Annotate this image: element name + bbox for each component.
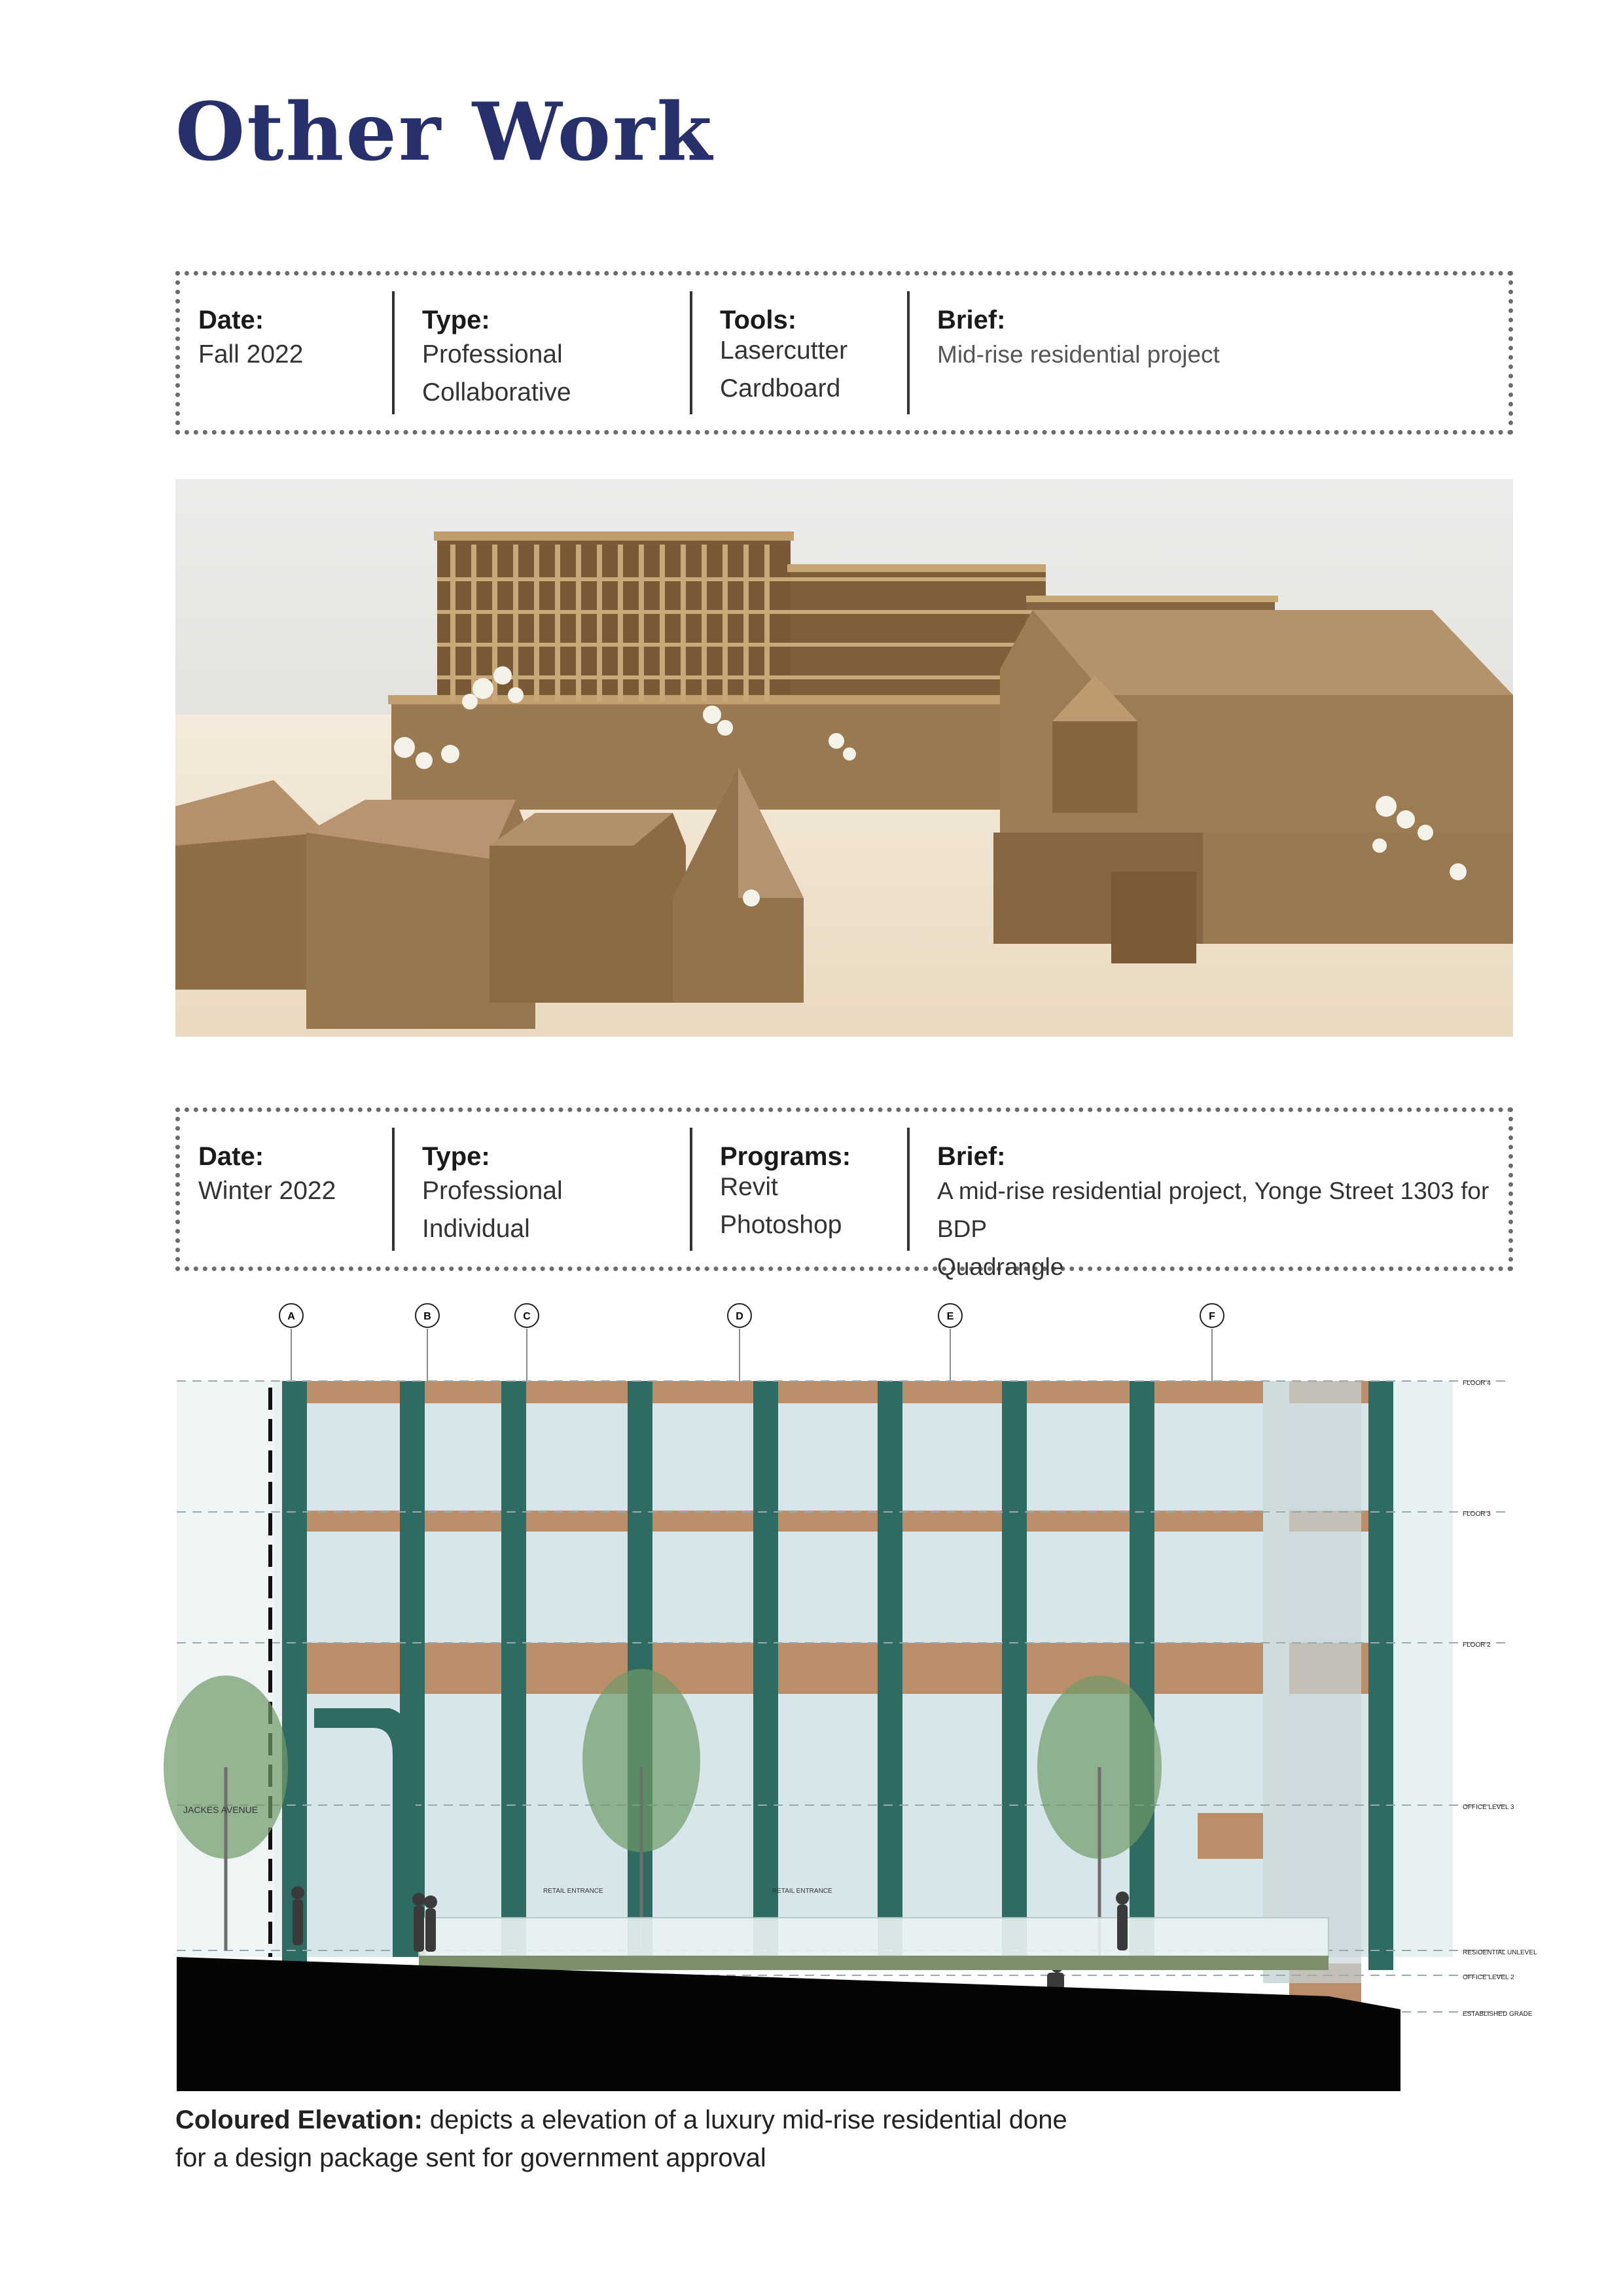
brief-column (937, 1128, 1513, 1280)
type-line-2: Collaborative (422, 378, 571, 406)
coloured-elevation-drawing (118, 1296, 1558, 2094)
date-value: Winter 2022 (198, 1177, 336, 1205)
caption-bold: Coloured Elevation: (175, 2106, 423, 2134)
project-info-box-1 (175, 271, 1513, 435)
level-tag: FLOOR 3 (1463, 1511, 1491, 1518)
facade-column (1130, 1381, 1154, 1957)
model-slab (437, 610, 1046, 614)
page-title: Other Work (175, 84, 714, 179)
level-tag: OFFICE LEVEL 2 (1463, 1974, 1514, 1981)
facade-column (753, 1381, 778, 1957)
brief-line-2: Quadrangle (937, 1253, 1064, 1280)
type-line-1: Professional (422, 1177, 563, 1205)
brief-label: Brief: (937, 306, 1006, 334)
grid-marker-label: F (1209, 1311, 1215, 1322)
programs-line-2: Photoshop (720, 1211, 842, 1239)
brief-text: Mid-rise residential project (937, 341, 1220, 368)
level-tag: FLOOR 2 (1463, 1641, 1491, 1649)
date-column (198, 1128, 395, 1251)
facade-column (1002, 1381, 1027, 1957)
tools-line-1: Lasercutter (720, 336, 848, 365)
tools-column (720, 291, 890, 414)
grid-marker-label: D (736, 1311, 743, 1322)
street-label: JACKES AVENUE (183, 1804, 259, 1815)
programs-column (720, 1128, 890, 1251)
retail-label-2: RETAIL ENTRANCE (772, 1888, 832, 1895)
type-line-1: Professional (422, 340, 563, 368)
caption-text: depicts a elevation of a luxury mid-rise residential done (422, 2106, 1067, 2134)
facade-column (1368, 1381, 1393, 1970)
level-tag: FLOOR 4 (1463, 1380, 1491, 1387)
tools-line-2: Cardboard (720, 374, 841, 403)
date-label: Date: (198, 306, 264, 334)
facade-column (878, 1381, 902, 1957)
model-slab (437, 675, 1046, 679)
facade-column (501, 1381, 526, 1957)
model-slab (437, 643, 1046, 647)
grid-marker-label: A (287, 1311, 295, 1322)
tools-label: Tools: (720, 306, 797, 334)
date-label: Date: (198, 1142, 264, 1171)
type-label: Type: (422, 1142, 490, 1171)
brief-line-1: A mid-rise residential project, Yonge Street 1303 for BDP (937, 1177, 1489, 1242)
brief-column (937, 291, 1513, 414)
type-line-2: Individual (422, 1215, 530, 1243)
type-label: Type: (422, 306, 490, 334)
grid-marker-label: B (423, 1311, 431, 1322)
programs-label: Programs: (720, 1142, 851, 1171)
type-column (422, 291, 671, 414)
level-tag: OFFICE LEVEL 3 (1463, 1804, 1514, 1811)
grid-marker-label: C (523, 1311, 531, 1322)
date-column (198, 291, 395, 414)
date-value: Fall 2022 (198, 340, 304, 368)
type-column (422, 1128, 671, 1251)
project-info-box-2 (175, 1107, 1513, 1280)
retail-label-1: RETAIL ENTRANCE (543, 1888, 603, 1895)
programs-line-1: Revit (720, 1173, 778, 1201)
elevation-caption (175, 2101, 1353, 2177)
brief-label: Brief: (937, 1142, 1006, 1171)
level-tag: ESTABLISHED GRADE (1463, 2011, 1533, 2018)
model-slab (437, 577, 1046, 581)
caption-text-2: for a design package sent for government approval (175, 2144, 766, 2172)
facade-column (282, 1381, 307, 1970)
cardboard-model-photo (175, 479, 1513, 1037)
level-tag: RESIDENTIAL UNLEVEL (1463, 1949, 1537, 1956)
grid-marker-label: E (946, 1311, 954, 1322)
grid-markers (279, 1304, 1224, 1381)
